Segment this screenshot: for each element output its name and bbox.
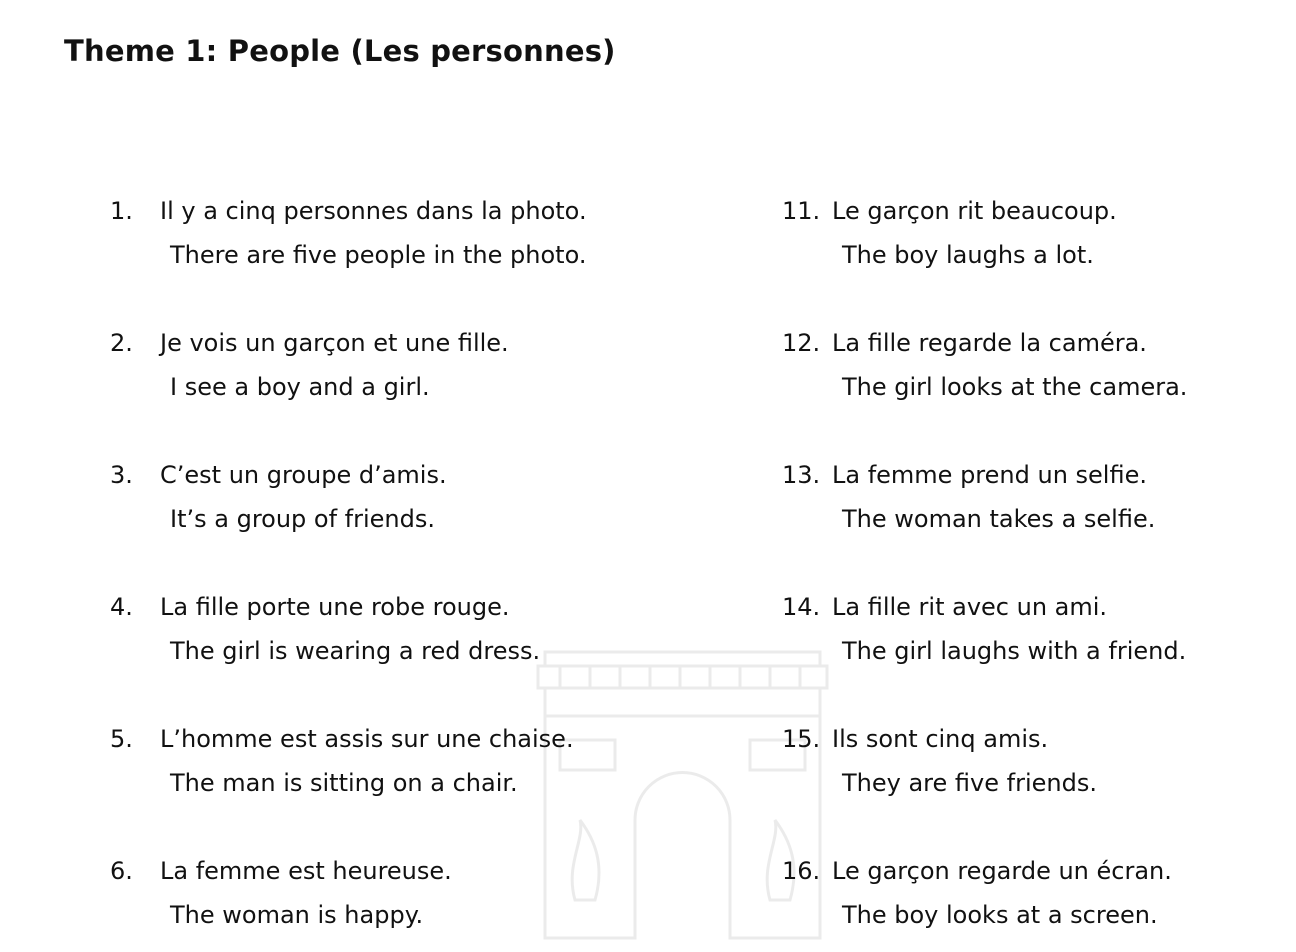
item-number: 3. [110,461,133,489]
english-translation: The boy looks at a screen. [842,901,1158,929]
item-number: 16. [782,857,821,885]
english-translation: There are five people in the photo. [170,241,587,269]
english-translation: The girl looks at the camera. [842,373,1188,401]
page-title: Theme 1: People (Les personnes) [64,34,616,68]
french-sentence: Ils sont cinq amis. [832,725,1049,753]
english-translation: The girl is wearing a red dress. [170,637,541,665]
french-sentence: La fille porte une robe rouge. [160,593,510,621]
item-number: 1. [110,197,133,225]
english-translation: I see a boy and a girl. [170,373,430,401]
english-translation: The boy laughs a lot. [842,241,1094,269]
french-sentence: Je vois un garçon et une fille. [160,329,509,357]
arc-de-triomphe-icon [530,650,835,940]
english-translation: The man is sitting on a chair. [170,769,518,797]
item-number: 5. [110,725,133,753]
item-number: 2. [110,329,133,357]
english-translation: The woman takes a selfie. [842,505,1156,533]
french-sentence: La fille rit avec un ami. [832,593,1108,621]
english-translation: It’s a group of friends. [170,505,436,533]
english-translation: They are five friends. [842,769,1097,797]
item-number: 15. [782,725,821,753]
item-number: 6. [110,857,133,885]
item-number: 12. [782,329,821,357]
french-sentence: La femme est heureuse. [160,857,452,885]
french-sentence: L’homme est assis sur une chaise. [160,725,574,753]
english-translation: The woman is happy. [170,901,424,929]
item-number: 14. [782,593,821,621]
item-number: 4. [110,593,133,621]
english-translation: The girl laughs with a friend. [842,637,1187,665]
french-sentence: Le garçon rit beaucoup. [832,197,1117,225]
item-number: 11. [782,197,821,225]
french-sentence: La fille regarde la caméra. [832,329,1147,357]
item-number: 13. [782,461,821,489]
french-sentence: C’est un groupe d’amis. [160,461,447,489]
french-sentence: La femme prend un selfie. [832,461,1147,489]
french-sentence: Le garçon regarde un écran. [832,857,1172,885]
french-sentence: Il y a cinq personnes dans la photo. [160,197,587,225]
